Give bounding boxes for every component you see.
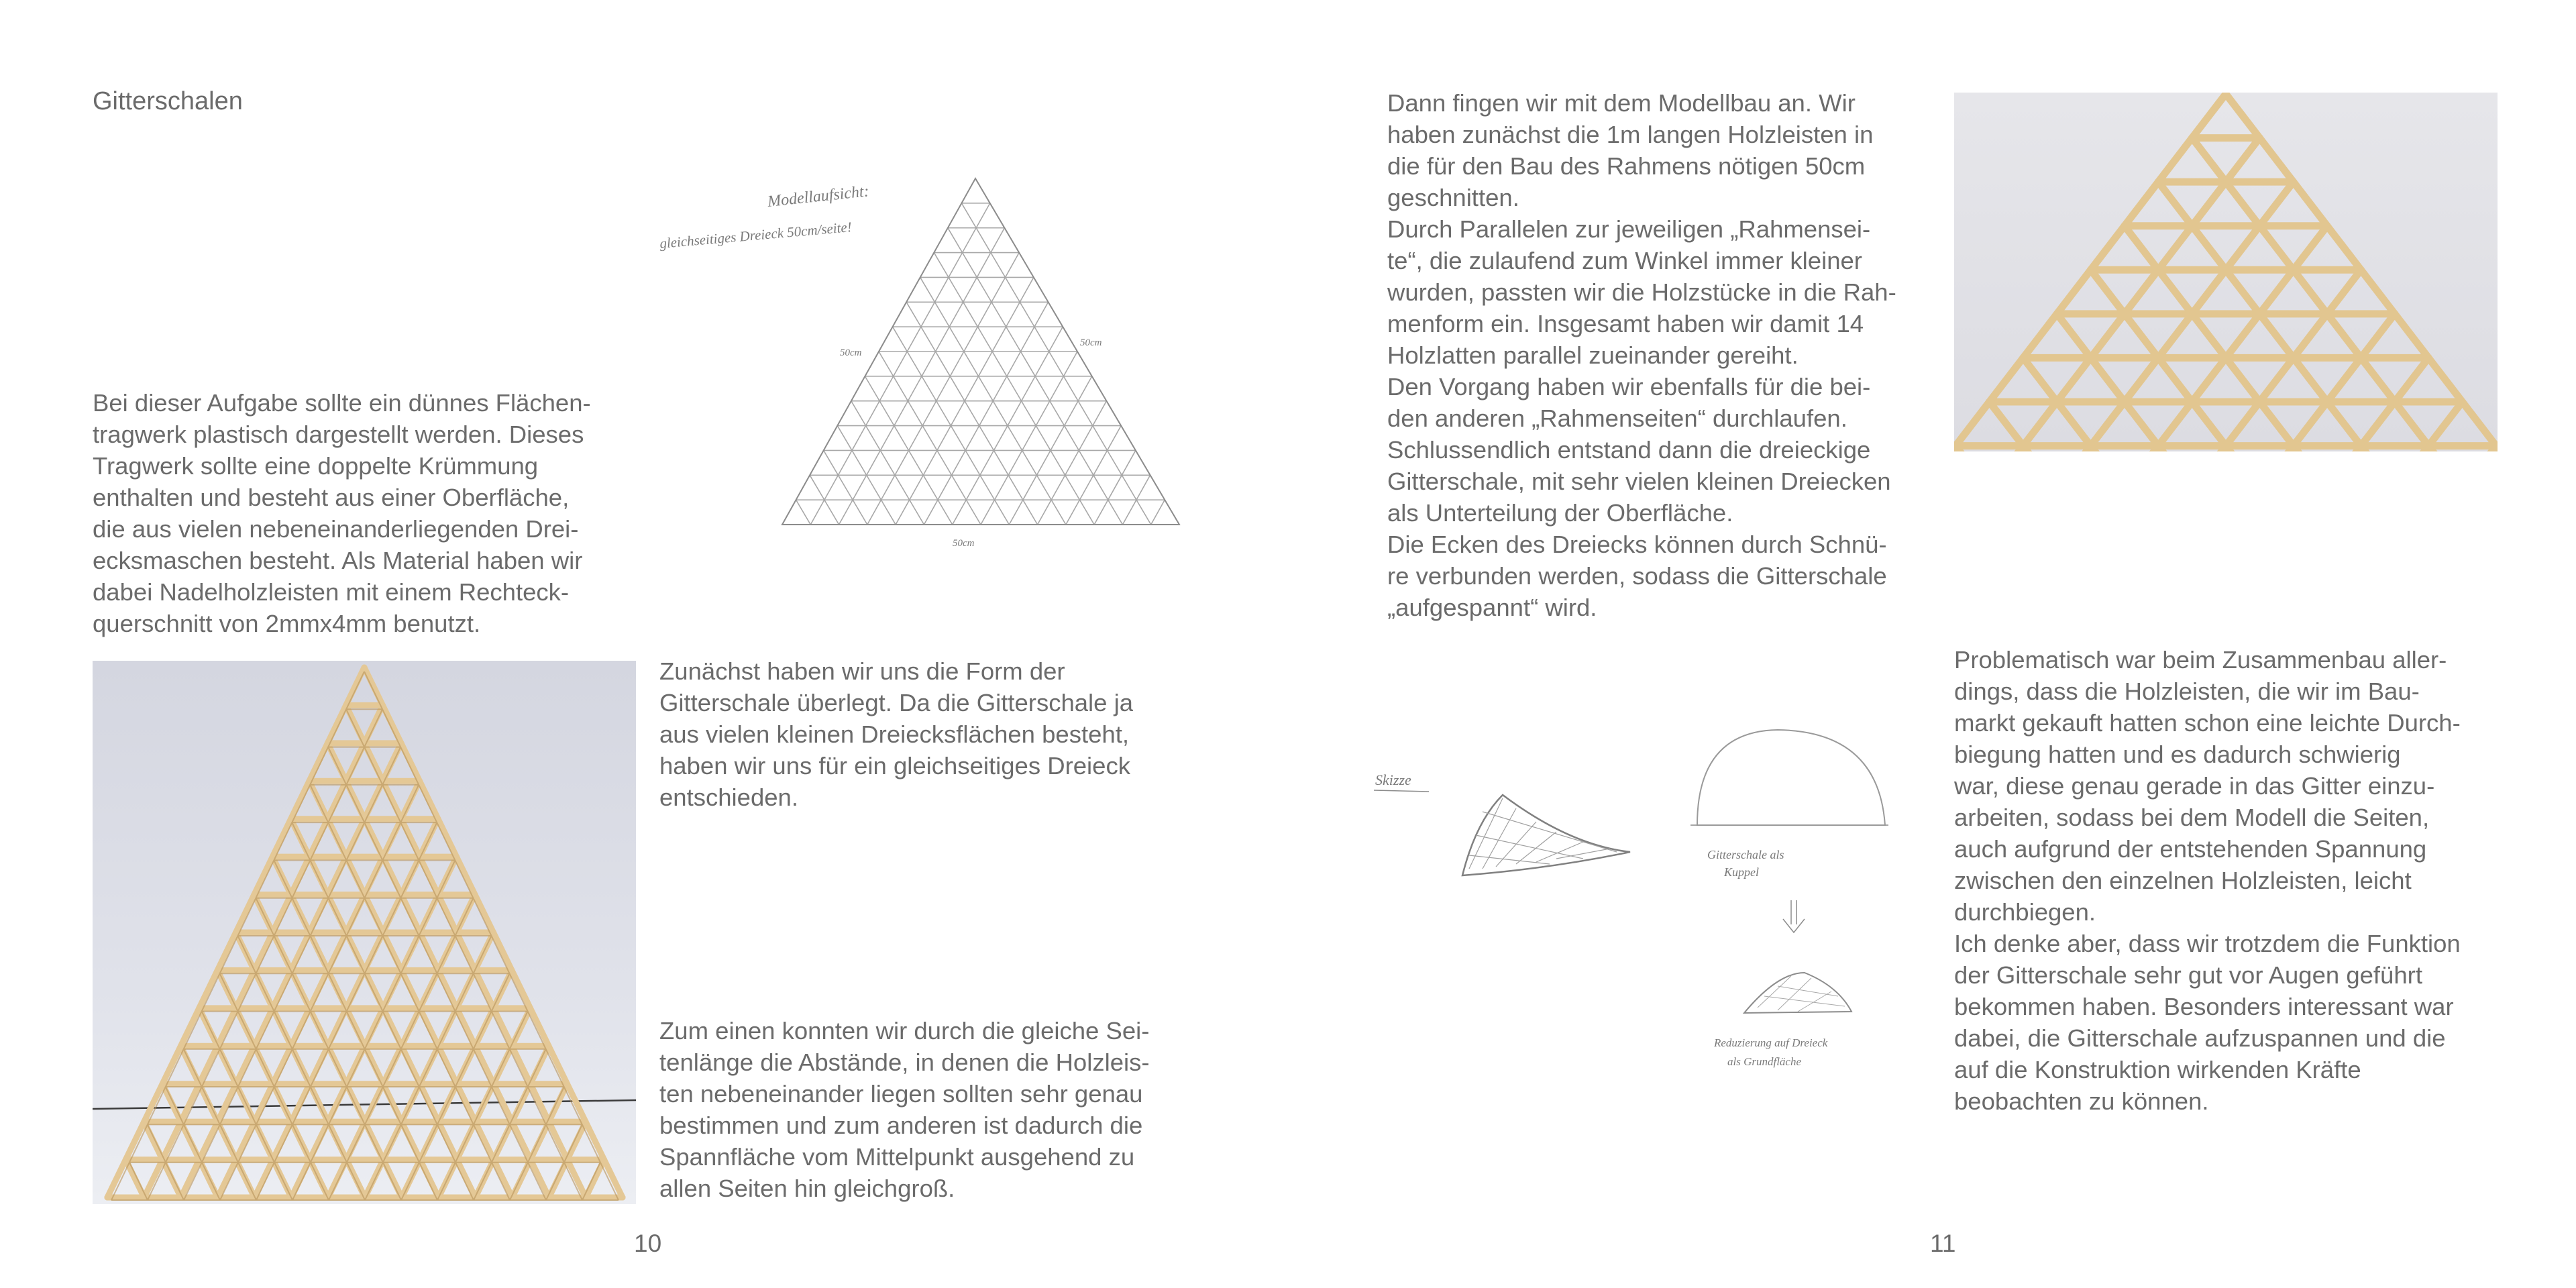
spacing-paragraph: Zum einen konnten wir durch die gleiche Sei- tenlänge die Abstände, in denen die Holzleis- ten nebeneinander liegen sollten sehr genau bestimmen und zum anderen ist dadurch die Spannfläche vom Mittelpunkt ausgehend zu allen Seiten hin gleichgroß. <box>659 1017 1150 1202</box>
sketch-label-right: 50cm <box>1080 337 1102 348</box>
sketch-title: Modellaufsicht: <box>766 182 870 211</box>
lattice-photo-right <box>1954 93 2498 451</box>
shell-sketch <box>1348 691 1898 1107</box>
page-number-left: 10 <box>634 1230 662 1257</box>
lattice-photo-left <box>93 661 636 1204</box>
sketch-kuppel-label: Gitterschale als Kuppel <box>1707 848 1784 879</box>
intro-paragraph: Bei dieser Aufgabe sollte ein dünnes Flächen- tragwerk plastisch dargestellt werden. Dieses Tragwerk sollte eine doppelte Krümmung enthalten und besteht aus einer Oberfläche, die aus vielen nebeneinanderliegenden Drei- ecksmaschen besteht. Als Material haben wir dabei Nadelholzleisten mit einem Rechteck- querschnitt von 2mmx4mm benutzt. <box>93 389 591 637</box>
page-title: Gitterschalen <box>93 87 243 115</box>
sketch-subtitle: gleichseitiges Dreieck 50cm/seite! <box>659 219 853 252</box>
sketch-label-bottom: 50cm <box>953 538 975 549</box>
sketch-skizze-label: Skizze <box>1375 771 1411 788</box>
problem-paragraph: Problematisch war beim Zusammenbau aller- dings, dass die Holzleisten, die wir im Bau- markt gekauft hatten schon eine leichte Durch- biegung hatten und es dadurch schwierig war, diese genau gerade in das Gitter einzu- arbeiten, sodass bei dem Modell die Seiten, auch aufgrund der entstehenden Spannung zwischen den einzelnen Holzleisten, leicht durchbiegen. Ich denke aber, dass wir trotzdem die Funktion der Gitterschale sehr gut vor Augen geführt bekommen haben. Besonders interessant war dabei, die Gitterschale aufzuspannen und die auf die Konstruktion wirkenden Kräfte beobachten zu können. <box>1954 646 2461 1115</box>
sketch-label-left: 50cm <box>840 347 862 358</box>
model-building-paragraph: Dann fingen wir mit dem Modellbau an. Wir haben zunächst die 1m langen Holzleisten in die für den Bau des Rahmens nötigen 50cm geschnitten. Durch Parallelen zur jeweiligen „Rahmensei- te“, die zulaufend zum Winkel immer kleiner wurden, passten wir die Holzstücke in die Rah- menform ein. Insgesamt haben wir damit 14 Holzlatten parallel zueinander gereiht. Den Vorgang haben wir ebenfalls für die bei- den anderen „Rahmenseiten“ durchlaufen. Schlussendlich entstand dann die dreieckige Gitterschale, mit sehr vielen kleinen Dreiecken als Unterteilung der Oberfläche. Die Ecken des Dreiecks können durch Schnü- re verbunden werden, sodass die Gitterschale „aufgespannt“ wird. <box>1387 89 1896 621</box>
form-paragraph: Zunächst haben wir uns die Form der Gitterschale überlegt. Da die Gitterschale ja aus vielen kleinen Dreiecksflächen besteht, haben wir uns für ein gleichseitiges Dreieck entschieden. <box>659 657 1134 811</box>
sketch-reduktion-label: Reduzierung auf Dreieck als Grundfläche <box>1714 1036 1828 1068</box>
page-number-right: 11 <box>1930 1230 1956 1257</box>
model-plan-sketch <box>651 154 1201 570</box>
